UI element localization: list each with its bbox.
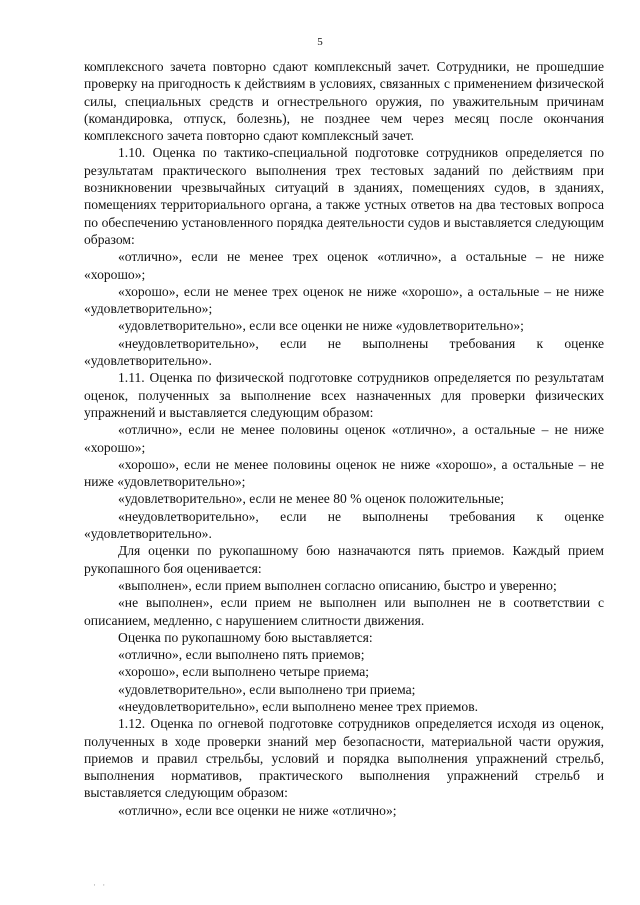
paragraph: «хорошо», если не менее половины оценок не ниже «хорошо», а остальные – не ниже «удовлетворительно»; [84,456,604,490]
paragraph: «удовлетворительно», если не менее 80 % оценок положительные; [118,491,505,507]
paragraph: «отлично», если не менее половины оценок «отлично», а остальные – не ниже «хорошо»; [84,422,604,455]
document-body [84,58,604,819]
paragraph: «отлично», если выполнено пять приемов; [118,647,365,663]
paragraph: «неудовлетворительно», если не выполнены требования к оценке «удовлетворительно». [84,508,604,542]
paragraph: 1.10. Оценка по тактико-специальной подготовке сотрудников определяется по результатам практического выполнения трех тестовых заданий по действиям при возникновении чрезвычайных ситуаций в зданиях, помещениях судов, в зданиях, помещениях территориального органа, а также устных ответов на два тестовых вопроса по обеспечению установленного порядка деятельности судов и выставляется следующим образом: [84,145,604,247]
paragraph: Для оценки по рукопашному бою назначаются пять приемов. Каждый прием рукопашного боя оценивается: [84,543,604,576]
paragraph: «отлично», если не менее трех оценок «отлично», а остальные – не ниже «хорошо»; [84,249,604,282]
paragraph: комплексного зачета повторно сдают комплексный зачет. Сотрудники, не прошедшие проверку на пригодность к действиям в условиях, связанных с применением физической силы, специальных средств и огнестрельного оружия, по уважительным причинам (командировка, отпуск, болезнь), не позднее чем через месяц после окончания комплексного зачета повторно сдают комплексный зачет. [84,59,604,144]
paragraph: «удовлетворительно», если все оценки не ниже «удовлетворительно»; [118,318,524,334]
paragraph: 1.12. Оценка по огневой подготовке сотрудников определяется исходя из оценок, полученных в ходе проверки знаний мер безопасности, материальной части оружия, приемов и правил стрельбы, условий и порядка выполнения упражнений стрельб, выполнения нормативов, практического выполнения упражнений стрельб и выставляется следующим образом: [84,716,604,801]
scan-artifact: · · [93,880,108,890]
paragraph: «не выполнен», если прием не выполнен или выполнен не в соответствии с описанием, медленно, с нарушением слитности движения. [84,595,604,628]
paragraph: «отлично», если все оценки не ниже «отлично»; [118,802,397,818]
paragraph: «неудовлетворительно», если выполнено менее трех приемов. [118,698,479,714]
paragraph: «выполнен», если прием выполнен согласно описанию, быстро и уверенно; [118,577,557,593]
page-number: 5 [317,36,323,48]
paragraph: «удовлетворительно», если выполнено три приема; [118,681,416,697]
paragraph: 1.11. Оценка по физической подготовке сотрудников определяется по результатам оценок, полученных за выполнение всех назначенных для проверки физических упражнений и выставляется следующим образом: [84,370,604,420]
paragraph: «хорошо», если не менее трех оценок не ниже «хорошо», а остальные – не ниже «удовлетворительно»; [84,283,604,317]
paragraph: «хорошо», если выполнено четыре приема; [118,664,370,680]
paragraph: «неудовлетворительно», если не выполнены требования к оценке «удовлетворительно». [84,335,604,369]
paragraph: Оценка по рукопашному бою выставляется: [118,629,373,645]
